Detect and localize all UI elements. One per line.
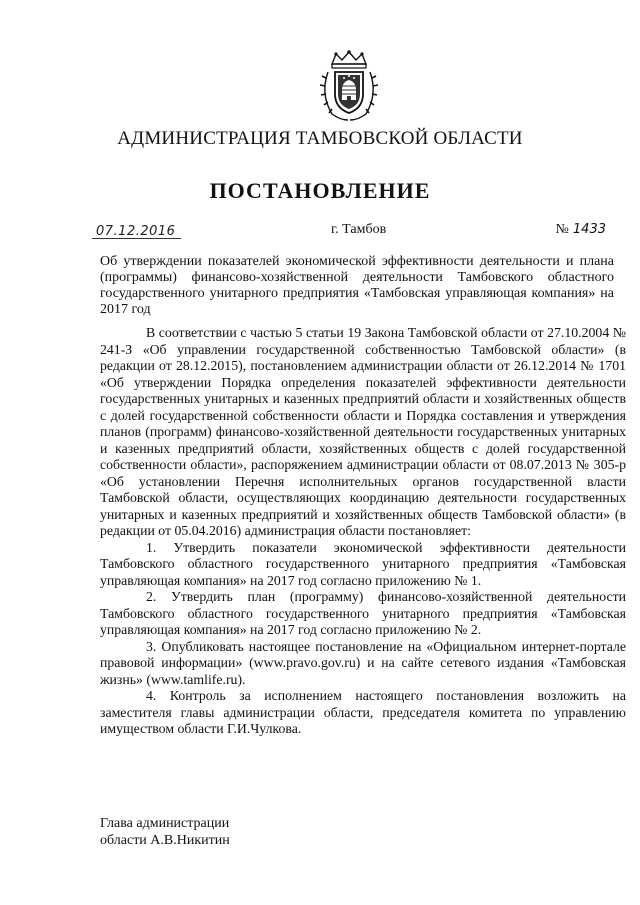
resolution-item-3: 3. Опубликовать настоящее постановление на «Официальном интернет-портале правовой информации» (www.pravo.gov.ru) и на сайте сетевого издания «Тамбовская жизнь» (www.tamlife.ru). (100, 638, 626, 687)
document-type-heading: ПОСТАНОВЛЕНИЕ (209, 178, 431, 203)
resolution-item-4: 4. Контроль за исполнением настоящего постановления возложить на заместителя главы администрации области, председателя комитета по управлению имуществом области Г.И.Чулкова. (100, 688, 626, 736)
number-sign: № (555, 222, 569, 237)
signature-name: области А.В.Никитин (100, 833, 230, 848)
number-value: 1433 (572, 222, 606, 237)
document-body (100, 325, 626, 738)
signature-title: Глава администрации (100, 816, 230, 831)
signature-block (100, 815, 230, 849)
resolution-item-1: 1. Утвердить показатели экономической эффективности деятельности Тамбовского областного государственного унитарного предприятия «Тамбовская управляющая компания» на 2017 год согласно приложению № 1. (100, 539, 626, 588)
document-subject: Об утверждении показателей экономической эффективности деятельности и плана (программы) финансово-хозяйственной деятельности Тамбовского областного государственного унитарного предприятия «Тамбовская управляющая компания» на 2017 год (100, 254, 614, 317)
organization-title: АДМИНИСТРАЦИЯ ТАМБОВСКОЙ ОБЛАСТИ (117, 128, 523, 149)
document-meta-row (96, 222, 614, 244)
coat-of-arms-icon (318, 50, 380, 122)
document-number (556, 222, 606, 238)
document-city: г. Тамбов (331, 222, 387, 237)
document-date: 07.12.2016 (96, 224, 176, 239)
preamble-paragraph: В соответствии с частью 5 статьи 19 Закона Тамбовской области от 27.10.2004 № 241-З «Об управлении государственной собственностью Тамбовской области» (в редакции от 28.12.2015), постановлением администрации области от 26.12.2014 № 1701 «Об утверждении Порядка определения показателей эффективности деятельности государственных унитарных и казенных предприятий области и хозяйственных обществ с долей государственной собственности области и Порядка составления и утверждения планов (программ) финансово-хозяйственной деятельности государственных унитарных и казенных предприятий области, хозяйственных обществ с долей государственной собственности области», распоряжением администрации области от 08.07.2013 № 305-р «Об установлении Перечня исполнительных органов государственной власти Тамбовской области, осуществляющих координацию деятельности государственных унитарных и казенных предприятий и хозяйственных обществ Тамбовской области» (в редакции от 05.04.2016) администрация области постановляет: (100, 325, 626, 538)
resolution-item-2: 2. Утвердить план (программу) финансово-хозяйственной деятельности Тамбовского областного государственного унитарного предприятия «Тамбовская управляющая компания» на 2017 год согласно приложению № 2. (100, 589, 626, 637)
